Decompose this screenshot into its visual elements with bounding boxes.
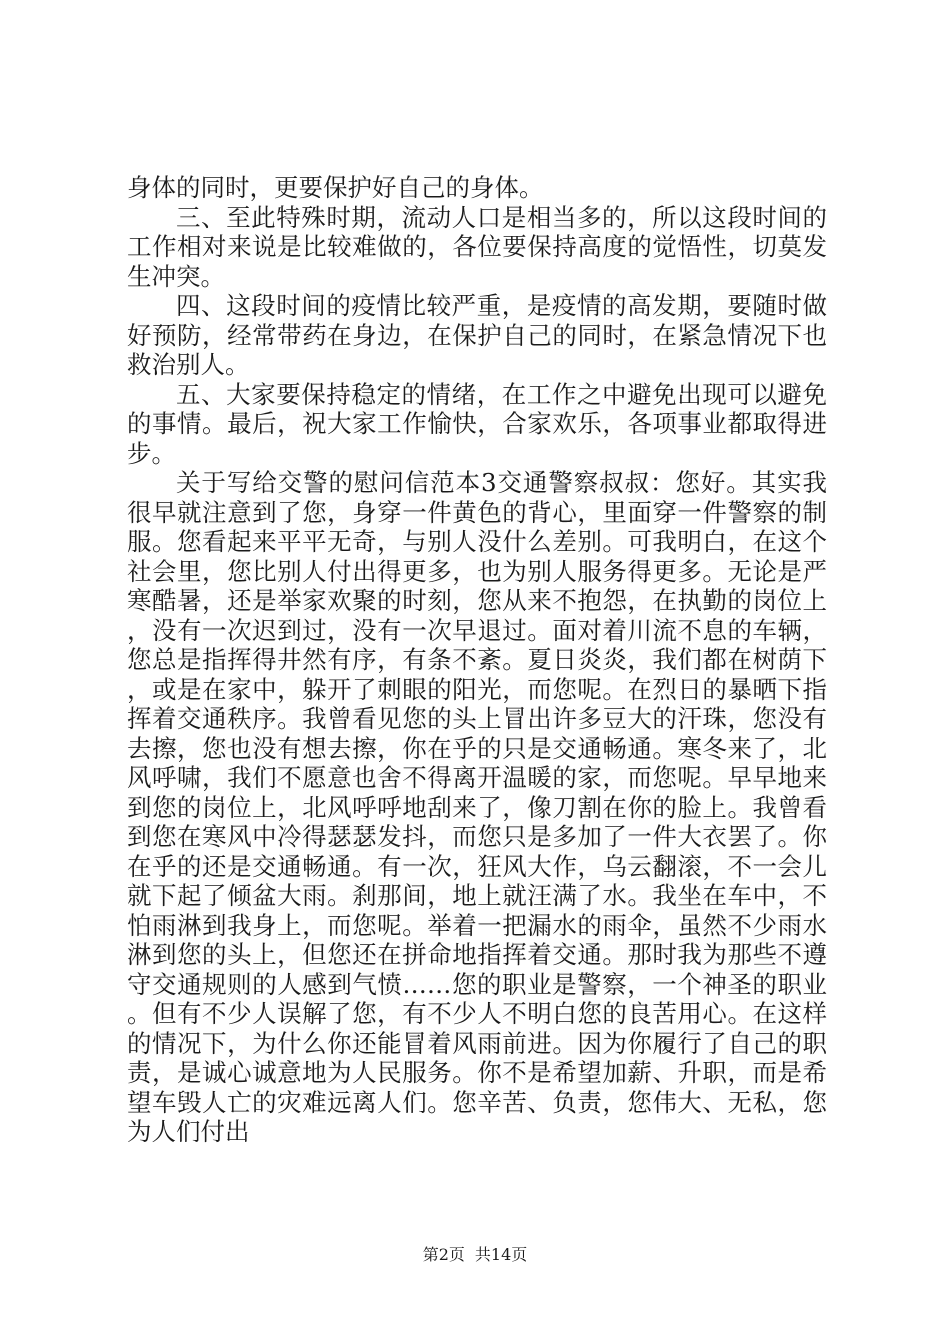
page-footer bbox=[0, 1242, 950, 1265]
page-number: 第2页 bbox=[422, 1245, 465, 1264]
paragraph-4: 五、大家要保持稳定的情绪，在工作之中避免出现可以避免的事情。最后，祝大家工作愉快，合家欢乐，各项事业都取得进步。 bbox=[127, 379, 827, 468]
page-total: 共14页 bbox=[474, 1245, 528, 1264]
paragraph-1: 身体的同时，更要保护好自己的身体。 bbox=[127, 173, 544, 202]
paragraph-2: 三、至此特殊时期，流动人口是相当多的，所以这段时间的工作相对来说是比较难做的，各位要保持高度的觉悟性，切莫发生冲突。 bbox=[127, 202, 827, 291]
paragraph-5: 关于写给交警的慰问信范本3交通警察叔叔：您好。其实我很早就注意到了您，身穿一件黄色的背心，里面穿一件警察的制服。您看起来平平无奇，与别人没什么差别。可我明白，在这个社会里，您比别人付出得更多，也为别人服务得更多。无论是严寒酷暑，还是举家欢聚的时刻，您从来不抱怨，在执勤的岗位上，没有一次迟到过，没有一次早退过。面对着川流不息的车辆，您总是指挥得井然有序，有条不紊。夏日炎炎，我们都在树荫下，或是在家中，躲开了刺眼的阳光，而您呢。在烈日的暴晒下指挥着交通秩序。我曾看见您的头上冒出许多豆大的汗珠，您没有去擦，您也没有想去擦，你在乎的只是交通畅通。寒冬来了，北风呼啸，我们不愿意也舍不得离开温暖的家，而您呢。早早地来到您的岗位上，北风呼呼地刮来了，像刀割在你的脸上。我曾看到您在寒风中冷得瑟瑟发抖，而您只是多加了一件大衣罢了。你在乎的还是交通畅通。有一次，狂风大作，乌云翻滚，不一会儿就下起了倾盆大雨。刹那间，地上就汪满了水。我坐在车中，不怕雨淋到我身上，而您呢。举着一把漏水的雨伞，虽然不少雨水淋到您的头上，但您还在拼命地指挥着交通。那时我为那些不遵守交通规则的人感到气愤……您的职业是警察，一个神圣的职业。但有不少人误解了您，有不少人不明白您的良苦用心。在这样的情况下，为什么你还能冒着风雨前进。因为你履行了自己的职责，是诚心诚意地为人民服务。你不是希望加薪、升职，而是希望车毁人亡的灾难远离人们。您辛苦、负责，您伟大、无私，您为人们付出 bbox=[127, 468, 827, 1146]
paragraph-3: 四、这段时间的疫情比较严重，是疫情的高发期，要随时做好预防，经常带药在身边，在保护自己的同时，在紧急情况下也救治别人。 bbox=[127, 291, 827, 379]
document-body bbox=[127, 173, 827, 1147]
